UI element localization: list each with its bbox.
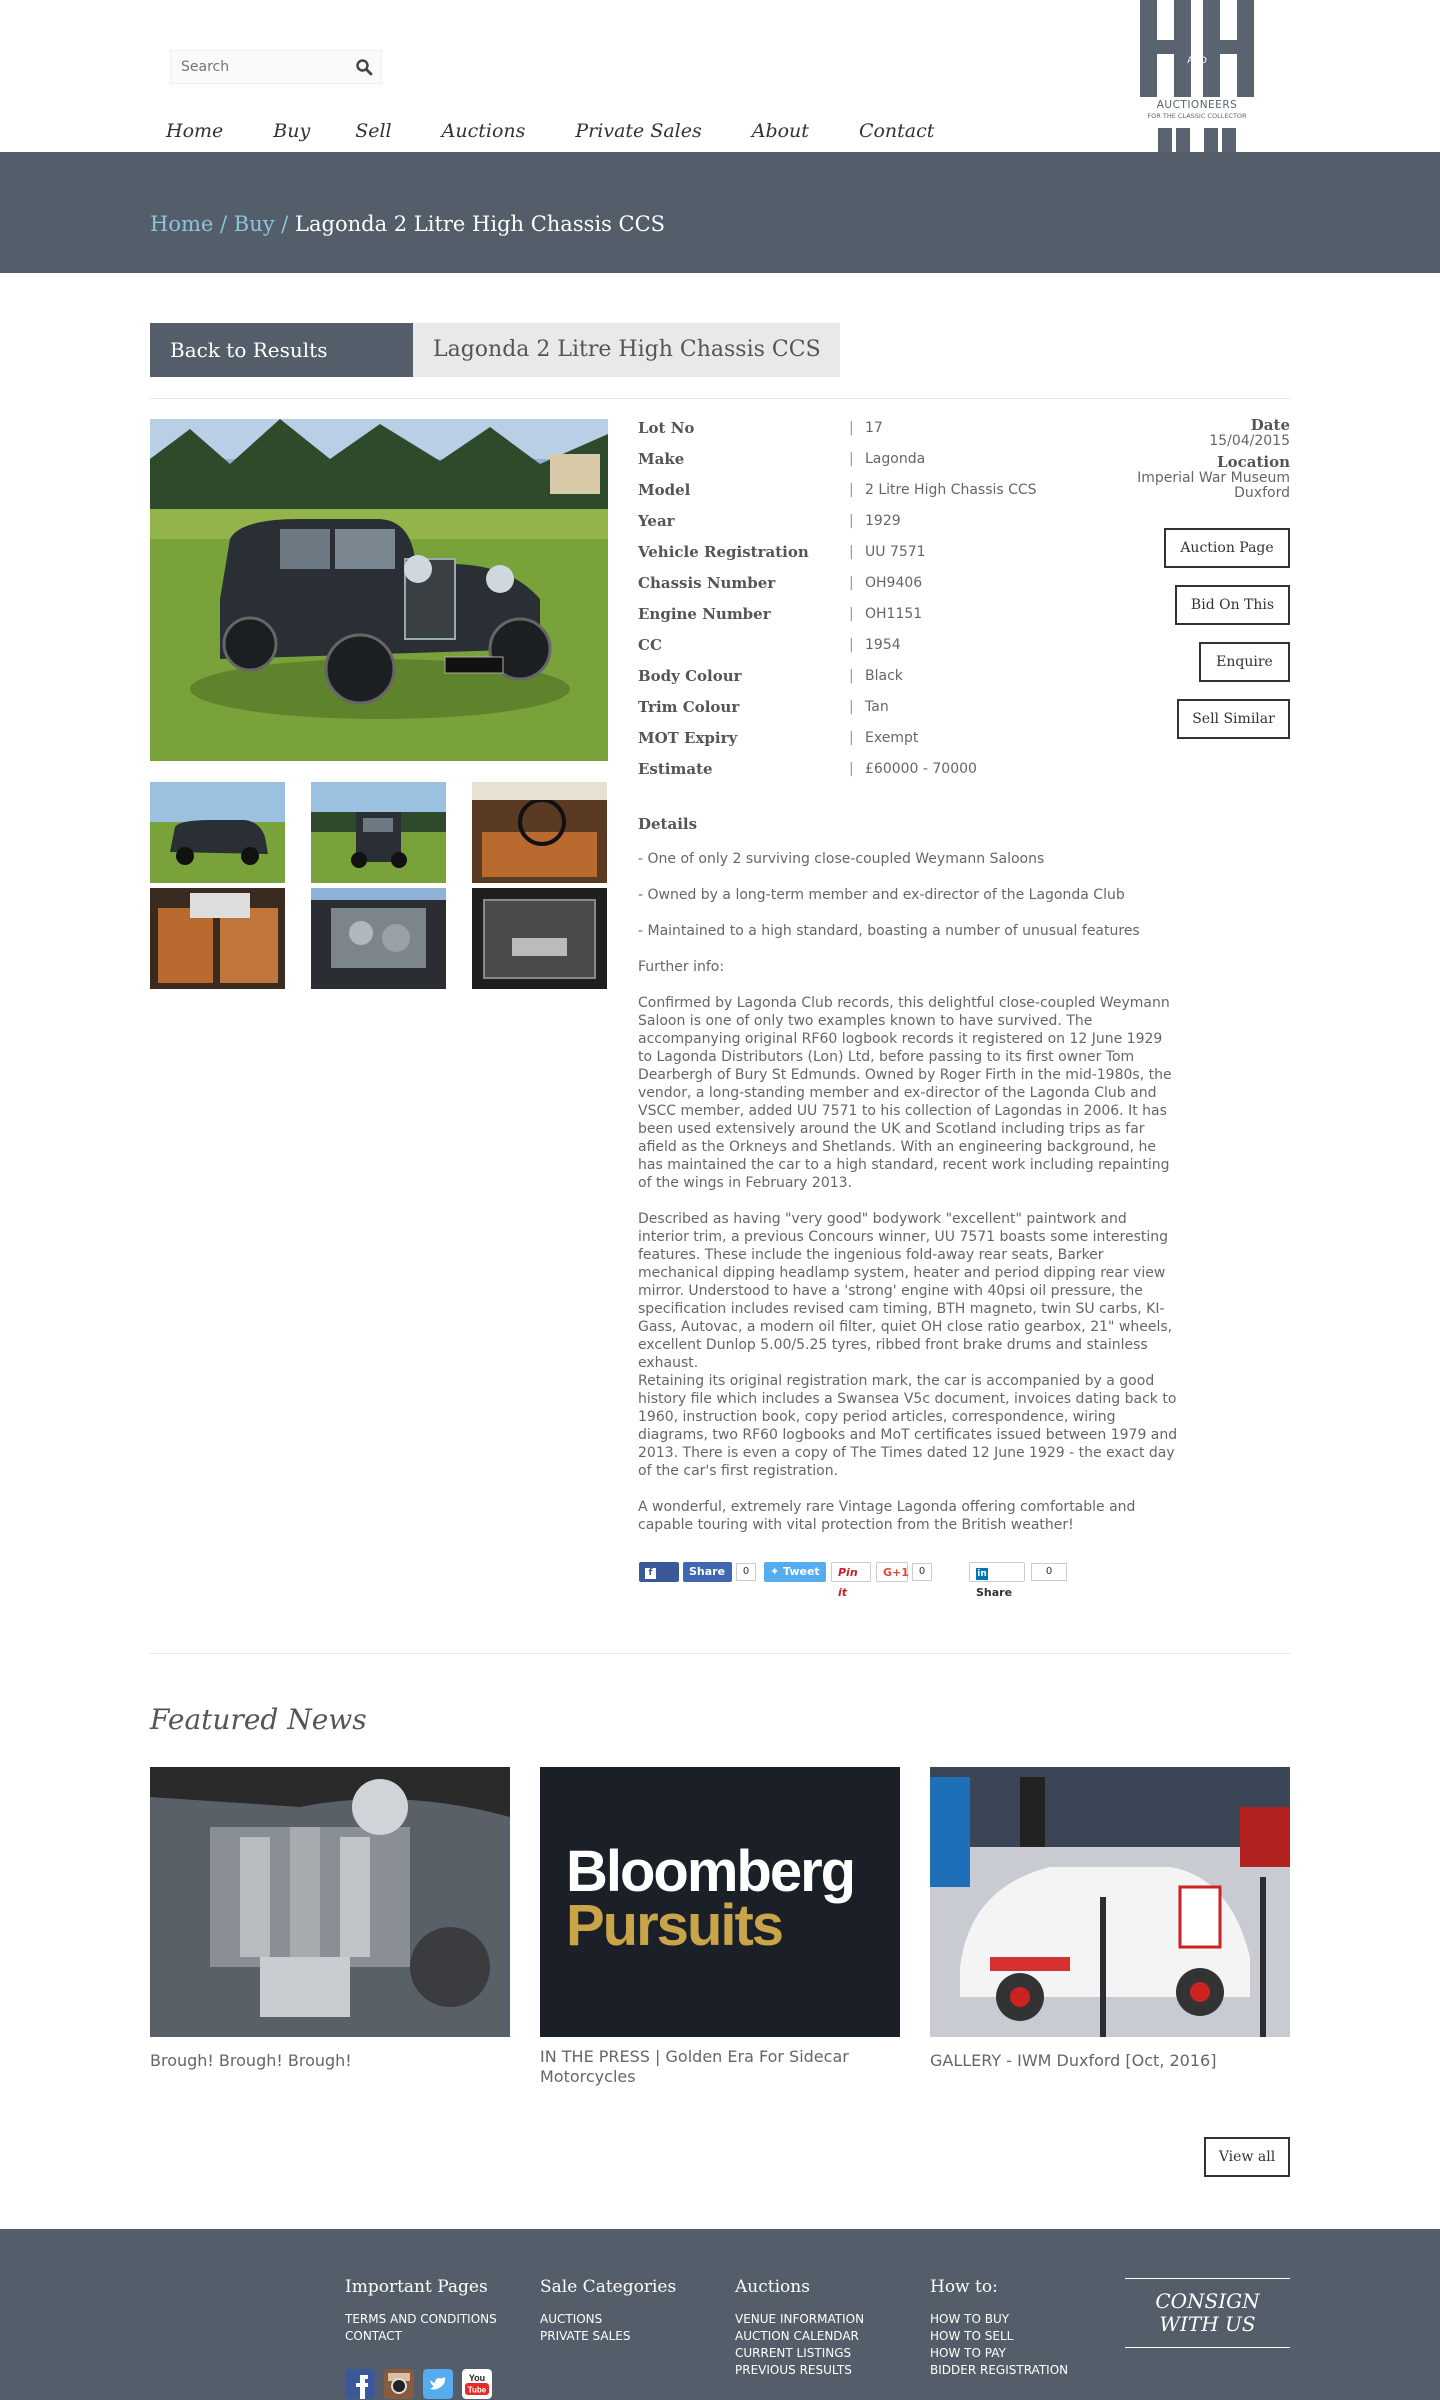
breadcrumb-buy[interactable]: Buy [233, 212, 275, 236]
spec-row [638, 753, 1038, 784]
sell-similar-button[interactable]: Sell Similar [1177, 699, 1290, 739]
spec-row [638, 536, 1038, 567]
enquire-button[interactable]: Enquire [1199, 642, 1290, 682]
spec-sep: | [849, 667, 854, 684]
news-title[interactable]: GALLERY - IWM Duxford [Oct, 2016] [930, 2051, 1217, 2070]
news-image-motorcycle[interactable] [150, 1767, 510, 2037]
spec-value: OH1151 [865, 605, 923, 622]
pinterest-button[interactable]: Pin it [831, 1562, 871, 1582]
spec-value: OH9406 [865, 574, 923, 591]
spec-sep: | [849, 605, 854, 622]
thumbnail-1[interactable] [150, 782, 285, 883]
footer-heading: Sale Categories [540, 2277, 677, 2297]
details-bullet: - One of only 2 surviving close-coupled Weymann Saloons [638, 851, 1045, 867]
spec-value: Lagonda [865, 450, 926, 467]
thumbnail-5[interactable] [311, 888, 446, 989]
consign-line1: CONSIGN [1155, 2289, 1260, 2313]
news-title[interactable]: Brough! Brough! Brough! [150, 2051, 352, 2070]
search-box [170, 50, 382, 84]
svg-text:Tube: Tube [467, 2385, 487, 2395]
spec-row [638, 629, 1038, 660]
news-title[interactable]: IN THE PRESS | Golden Era For Sidecar Motorcycles [540, 2047, 849, 2086]
footer-link-how-to-buy[interactable]: HOW TO BUY [930, 2312, 1010, 2326]
news-card[interactable] [930, 1767, 1290, 2071]
spec-label: MOT Expiry [638, 728, 738, 747]
nav-buy[interactable]: Buy [273, 120, 311, 142]
spec-sep: | [849, 698, 854, 715]
nav-private-sales[interactable]: Private Sales [575, 120, 702, 142]
spec-label: Estimate [638, 759, 713, 778]
facebook-like-label: Like [645, 1585, 671, 1598]
spec-label: Vehicle Registration [638, 542, 809, 561]
spec-sep: | [849, 450, 854, 467]
twitter-icon: ✦ [770, 1565, 784, 1578]
date-value: 15/04/2015 [1209, 433, 1290, 449]
svg-text:You: You [468, 2373, 486, 2383]
bloomberg-logo-text: Bloomberg [566, 1839, 855, 1904]
footer-auctions [735, 2277, 864, 2379]
facebook-share-count: 0 [736, 1563, 756, 1581]
twitter-icon[interactable] [423, 2369, 453, 2399]
breadcrumb-sep: / [220, 212, 228, 236]
spec-label: Chassis Number [638, 573, 776, 592]
footer-link-calendar[interactable]: AUCTION CALENDAR [735, 2329, 859, 2343]
site-footer [0, 2229, 1440, 2400]
spec-table [638, 412, 1038, 784]
details-section [638, 815, 1178, 1552]
spec-sep: | [849, 574, 854, 591]
linkedin-share-button[interactable] [969, 1562, 1025, 1599]
footer-heading: How to: [930, 2277, 998, 2297]
footer-how-to [930, 2277, 1068, 2379]
breadcrumb-home[interactable]: Home [150, 212, 214, 236]
footer-link-terms[interactable]: TERMS AND CONDITIONS [345, 2312, 497, 2326]
location-line1: Imperial War Museum [1137, 470, 1290, 486]
thumbnail-4[interactable] [150, 888, 285, 989]
footer-link-how-to-sell[interactable]: HOW TO SELL [930, 2329, 1014, 2343]
spec-label: CC [638, 635, 662, 654]
tweet-label: Tweet [783, 1565, 820, 1578]
details-paragraph: Described as having "very good" bodywork "excellent" paintwork and interior trim, a previous Concours winner, UU 7571 boasts some interesting features. These include the ingenious fold-away rear seats, Barker mechanical dipping headlamp system, heater and period dipping rear view mirror. Understood to have a 'strong' engine with 40psi oil pressure, the specification includes revised cam timing, BTH magneto, twin SU carbs, KI-Gass, Autovac, a modern oil filter, quiet OH close ratio gearbox, 21" wheels, excellent Dunlop 5.00/5.25 tyres, ribbed front brake drums and stainless exhaust. [638, 1211, 1173, 1371]
instagram-icon[interactable] [384, 2369, 414, 2399]
details-bullet: - Owned by a long-term member and ex-director of the Lagonda Club [638, 887, 1125, 903]
consign-with-us-link[interactable] [1125, 2278, 1290, 2348]
breadcrumb-current: Lagonda 2 Litre High Chassis CCS [295, 212, 666, 236]
nav-sell[interactable]: Sell [355, 120, 392, 142]
main-car-photo[interactable] [150, 419, 608, 761]
spec-value: Tan [865, 698, 889, 715]
spec-label: Year [638, 511, 675, 530]
details-bullet: - Maintained to a high standard, boasting a number of unusual features [638, 923, 1140, 939]
spec-label: Make [638, 449, 685, 468]
facebook-share-button[interactable]: Share [683, 1562, 732, 1582]
facebook-icon: f [645, 1568, 656, 1579]
site-header [0, 0, 1440, 152]
consign-line2: WITH US [1159, 2312, 1256, 2336]
google-plus-count: 0 [912, 1563, 932, 1581]
footer-link-bidder-registration[interactable]: BIDDER REGISTRATION [930, 2363, 1069, 2377]
page-title: Lagonda 2 Litre High Chassis CCS [413, 323, 840, 377]
footer-heading: Important Pages [345, 2277, 488, 2297]
spec-value: 2 Litre High Chassis CCS [865, 481, 1037, 498]
hh-logo-mark [1138, 0, 1256, 152]
spec-row [638, 412, 1038, 443]
thumbnail-2[interactable] [311, 782, 446, 883]
footer-link-venue[interactable]: VENUE INFORMATION [735, 2312, 865, 2326]
footer-link-contact[interactable]: CONTACT [345, 2329, 402, 2343]
spec-label: Engine Number [638, 604, 771, 623]
tweet-button[interactable] [764, 1562, 826, 1582]
spec-value: 17 [865, 419, 883, 436]
date-label: Date [1250, 416, 1290, 434]
google-plus-button[interactable]: G+1 [876, 1562, 908, 1582]
footer-sale-categories [540, 2277, 676, 2345]
news-image-bloomberg[interactable] [540, 1767, 900, 2037]
footer-link-private-sales[interactable]: PRIVATE SALES [540, 2329, 631, 2343]
spec-sep: | [849, 729, 854, 746]
logo-and: AND [1187, 56, 1207, 66]
search-input[interactable] [171, 51, 341, 83]
footer-heading: Auctions [735, 2277, 810, 2297]
logo-name: AUCTIONEERS [1156, 99, 1238, 111]
footer-link-current[interactable]: CURRENT LISTINGS [735, 2346, 852, 2360]
nav-auctions[interactable]: Auctions [441, 120, 526, 142]
spec-value: Exempt [865, 729, 919, 746]
nav-about[interactable]: About [751, 120, 809, 142]
spec-row [638, 660, 1038, 691]
spec-row [638, 598, 1038, 629]
search-icon[interactable] [355, 58, 373, 76]
details-paragraph: A wonderful, extremely rare Vintage Lagonda offering comfortable and capable touring with vital protection from the British weather! [638, 1499, 1136, 1533]
spec-value: 1929 [865, 512, 901, 529]
details-heading: Details [638, 815, 698, 833]
thumbnail-3[interactable] [472, 782, 607, 883]
spec-value: UU 7571 [865, 543, 926, 560]
nav-home[interactable]: Home [166, 120, 224, 142]
spec-value: 1954 [865, 636, 901, 653]
divider [150, 398, 1290, 399]
facebook-like-button[interactable] [639, 1562, 679, 1598]
main-nav [166, 120, 984, 142]
logo-tagline: FOR THE CLASSIC COLLECTOR [1147, 112, 1247, 120]
footer-important-pages [345, 2277, 497, 2345]
pursuits-logo-text: Pursuits [566, 1893, 783, 1958]
spec-row [638, 505, 1038, 536]
spec-sep: | [849, 543, 854, 560]
featured-news-title: Featured News [150, 1703, 367, 1736]
spec-sep: | [849, 419, 854, 436]
linkedin-share-label: Share [976, 1586, 1013, 1599]
spec-row [638, 722, 1038, 753]
location-line2: Duxford [1234, 485, 1290, 501]
breadcrumb [150, 212, 665, 236]
details-paragraph: Retaining its original registration mark, the car is accompanied by a good history file which includes a Swansea V5c document, invoices dating back to 1960, instruction book, copy period articles, correspondence, wiring diagrams, two RF60 logbooks and MoT certificates issued between 1979 and 2013. There is even a copy of The Times dated 12 June 1929 - the exact day of the car's first registration. [638, 1373, 1178, 1479]
back-to-results-button[interactable]: Back to Results [150, 323, 413, 377]
spec-row [638, 691, 1038, 722]
spec-sep: | [849, 512, 854, 529]
breadcrumb-sep: / [281, 212, 289, 236]
spec-label: Body Colour [638, 666, 742, 685]
news-card[interactable] [150, 1767, 510, 2071]
nav-contact[interactable]: Contact [858, 120, 935, 142]
further-info-label: Further info: [638, 959, 725, 975]
share-bar [639, 1562, 1079, 1599]
footer-link-how-to-pay[interactable]: HOW TO PAY [930, 2346, 1006, 2360]
page-banner [0, 152, 1440, 273]
location-label: Location [1217, 453, 1290, 471]
site-logo[interactable] [1138, 0, 1256, 152]
view-all-button[interactable]: View all [1204, 2137, 1290, 2177]
footer-link-auctions[interactable]: AUCTIONS [540, 2312, 603, 2326]
spec-value: Black [865, 667, 903, 684]
thumbnail-6[interactable] [472, 888, 607, 989]
spec-row [638, 443, 1038, 474]
divider [150, 1653, 1290, 1654]
bid-button[interactable]: Bid On This [1175, 585, 1290, 625]
spec-row [638, 567, 1038, 598]
spec-sep: | [849, 760, 854, 777]
spec-label: Model [638, 480, 691, 499]
youtube-icon[interactable] [462, 2369, 492, 2399]
spec-label: Lot No [638, 418, 695, 437]
spec-value: £60000 - 70000 [865, 760, 977, 777]
details-paragraph: Confirmed by Lagonda Club records, this delightful close-coupled Weymann Saloon is one of only two examples known to have survived. The accompanying original RF60 logbook records it registered on 12 June 1929 to Lagonda Distributors (Lon) Ltd, before passing to its first owner Tom Dearbergh of Bury St Edmunds. Owned by Roger Firth in the mid-1980s, the vendor, a long-standing member and ex-director of the Lagonda Club and VSCC member, added UU 7571 to his collection of Lagondas in 2006. It has been used extensively around the UK and Scotland including trips as far afield as the Orkneys and Shetlands. With an engineering background, he has maintained the car to a high standard, recent work including repainting of the wings in February 2013. [638, 995, 1172, 1191]
spec-sep: | [849, 636, 854, 653]
linkedin-icon: in [977, 1569, 987, 1579]
spec-label: Trim Colour [638, 697, 740, 716]
spec-sep: | [849, 481, 854, 498]
spec-row [638, 474, 1038, 505]
facebook-icon[interactable] [345, 2369, 375, 2399]
linkedin-share-count: 0 [1031, 1563, 1067, 1581]
footer-link-previous[interactable]: PREVIOUS RESULTS [735, 2363, 852, 2377]
auction-page-button[interactable]: Auction Page [1164, 528, 1290, 568]
auction-info [1090, 417, 1290, 501]
news-card[interactable] [540, 1767, 900, 2087]
news-image-gallery[interactable] [930, 1767, 1290, 2037]
